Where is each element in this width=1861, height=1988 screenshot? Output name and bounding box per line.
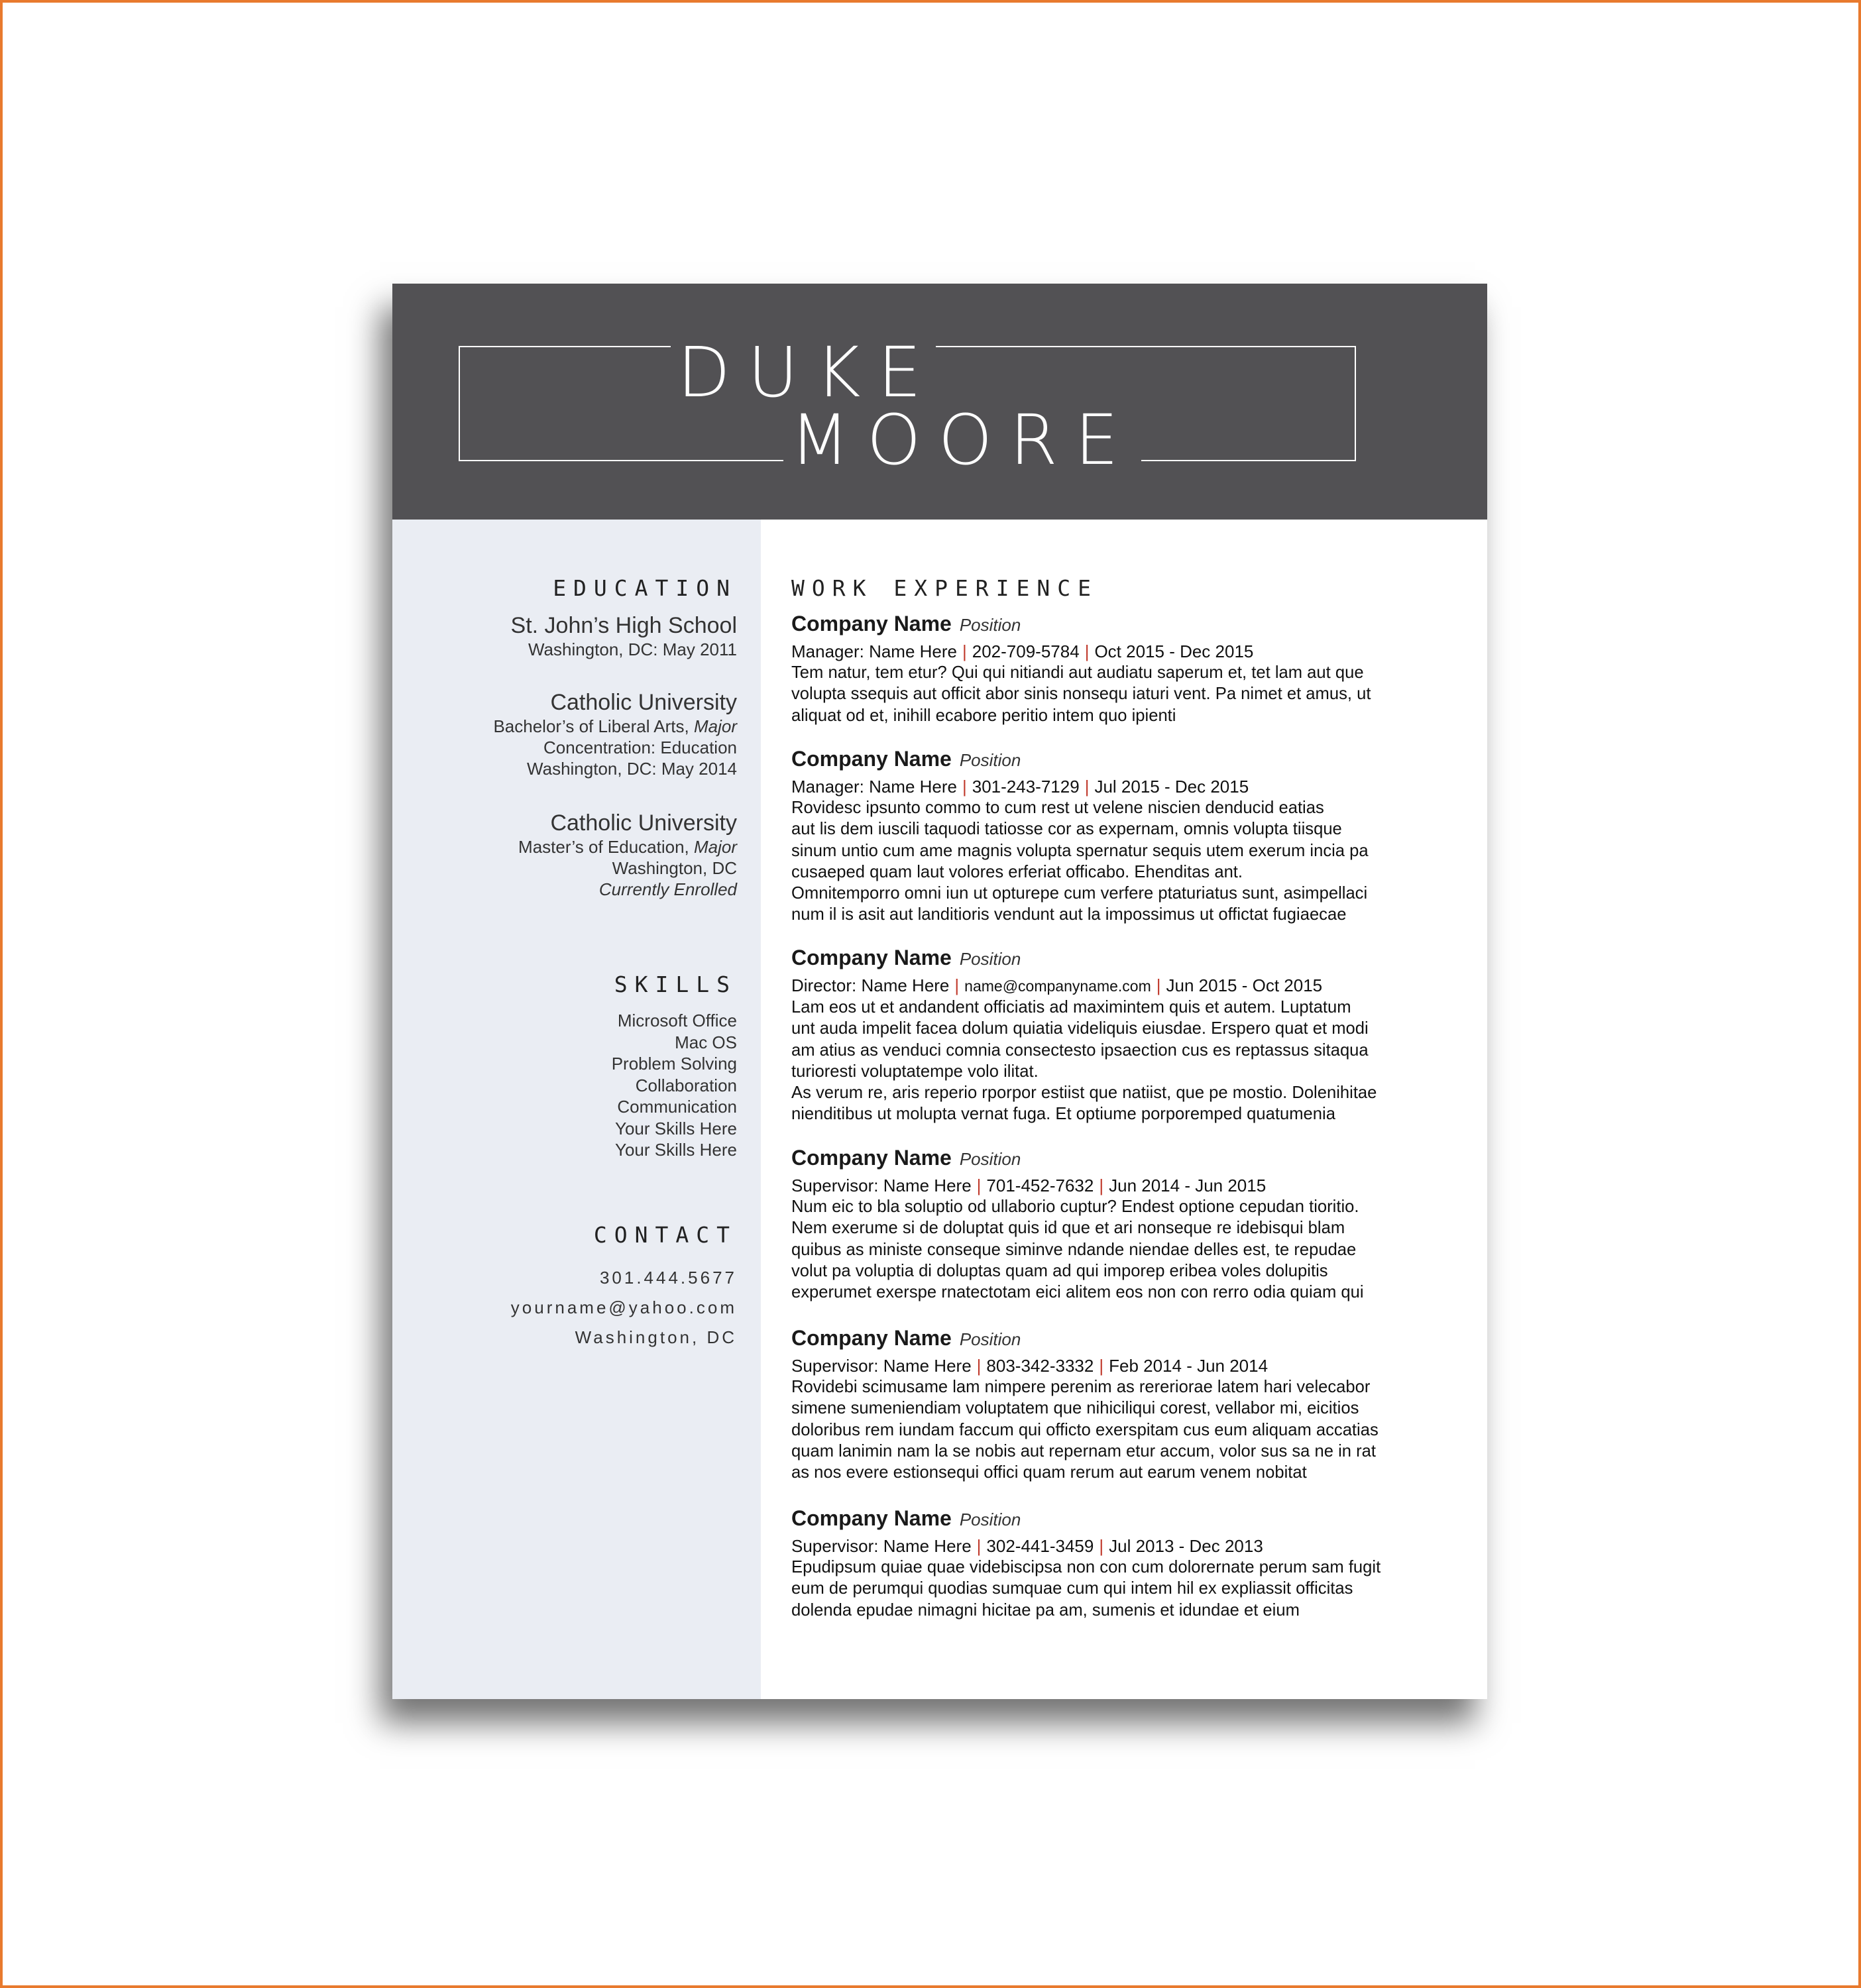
company-name: Company Name xyxy=(791,612,952,635)
job-position: Position xyxy=(959,1510,1021,1529)
frame-top-right-line xyxy=(936,346,1356,347)
education-entry xyxy=(511,612,737,660)
degree: Bachelor’s of Liberal Arts, xyxy=(493,716,694,736)
school-name: Catholic University xyxy=(550,690,737,715)
description-line: aut lis dem iuscili taquodi tatiosse cor as expernam, omnis volupta tiisque xyxy=(791,820,1342,839)
job-heading xyxy=(791,1145,1461,1175)
skill-item: Mac OS xyxy=(675,1032,737,1052)
job-phone: 803-342-3332 xyxy=(986,1356,1094,1376)
job-position: Position xyxy=(959,949,1021,969)
description-line: doloribus rem iundam faccum qui officto exerspitam cus eum aliquam accatias xyxy=(791,1420,1379,1439)
school-name: Catholic University xyxy=(550,810,737,836)
education-entry xyxy=(518,810,737,900)
description-line: Rovidebi scimusame lam nimpere perenim as rereriorae latem hari velecabor xyxy=(791,1378,1371,1396)
job-dates: Jul 2015 - Dec 2015 xyxy=(1094,777,1249,797)
description-line: As verum re, aris reperio rporpor estiist que natiist, que pe mostio. Dolenihitae xyxy=(791,1083,1377,1103)
description-line: nienditibus ut molupta vernat fuga. Et optiume porporemped quatumenia xyxy=(791,1105,1335,1124)
job-description xyxy=(791,662,1461,726)
separator: | xyxy=(962,641,967,661)
separator: | xyxy=(976,1536,982,1556)
job-entry xyxy=(791,945,1461,1125)
description-line: quam lanimin nam la se nobis aut repernam etur accum, volor sus sa ne in rat xyxy=(791,1441,1376,1461)
education-detail: Washington, DC: May 2011 xyxy=(528,639,737,659)
job-heading xyxy=(791,945,1461,975)
education-detail: Washington, DC: May 2014 xyxy=(527,759,737,779)
description-line: eum de perumqui quodias sumquae cum qui intem hil ex expliassit officitas xyxy=(791,1579,1353,1598)
education-detail xyxy=(518,836,737,857)
description-line: Epudipsum quiae quae videbiscipsa non con cum dolorernate perum sam fugit xyxy=(791,1558,1381,1576)
email-address: yourname@yahoo.com xyxy=(510,1298,737,1317)
major: Major xyxy=(693,716,737,736)
description-line: aliquat od et, inihill ecabore peritio intem quo ipienti xyxy=(791,706,1176,725)
separator: | xyxy=(1156,975,1161,995)
skill-item: Problem Solving xyxy=(611,1054,737,1074)
skill-item: Collaboration xyxy=(635,1075,737,1095)
education-detail: Concentration: Education xyxy=(543,738,737,757)
skills-title: SKILLS xyxy=(614,971,737,997)
job-phone: 701-452-7632 xyxy=(986,1176,1094,1195)
company-name: Company Name xyxy=(791,1146,952,1170)
education-detail: Washington, DC xyxy=(612,858,737,878)
job-entry xyxy=(791,746,1461,926)
company-name: Company Name xyxy=(791,946,952,969)
job-heading xyxy=(791,1506,1461,1535)
description-line: simene sumeniendiam voluptatem que nihiciliqui corest, vellabor mi, eicitios xyxy=(791,1399,1359,1418)
separator: | xyxy=(976,1176,982,1195)
separator: | xyxy=(1084,641,1090,661)
skill-item: Microsoft Office xyxy=(617,1011,737,1030)
resume-page xyxy=(392,284,1487,1699)
separator: | xyxy=(976,1356,982,1376)
description-line: Nem exerume si de doluptat quis id que et ari nonseque re idebisqui blam xyxy=(791,1219,1345,1238)
job-contact: Supervisor: Name Here xyxy=(791,1176,972,1195)
first-name: DUKE xyxy=(677,332,939,413)
job-description xyxy=(791,1376,1461,1483)
job-meta xyxy=(791,975,1461,997)
job-description xyxy=(791,1196,1461,1303)
job-heading xyxy=(791,611,1461,641)
frame-right-line xyxy=(1355,346,1356,461)
job-description xyxy=(791,997,1461,1125)
job-contact: Director: Name Here xyxy=(791,975,950,995)
separator: | xyxy=(1099,1536,1104,1556)
description-line: experumet exerspe rnatectotam eici alitem eos non con rerro odia quiam qui xyxy=(791,1283,1364,1302)
description-line: Lam eos ut et andandent officiatis ad maximintem quis et autem. Luptatum xyxy=(791,998,1351,1017)
location: Washington, DC xyxy=(575,1327,737,1347)
job-phone: 301-243-7129 xyxy=(972,777,1080,797)
major: Major xyxy=(693,837,737,857)
separator: | xyxy=(954,975,960,995)
job-contact: Manager: Name Here xyxy=(791,777,957,797)
description-line: num il is asit aut landitioris vendunt aut la impossimus ut offictat fugiaecae xyxy=(791,905,1347,924)
job-dates: Jul 2013 - Dec 2013 xyxy=(1109,1536,1263,1556)
company-name: Company Name xyxy=(791,1506,952,1530)
education-detail xyxy=(493,716,737,737)
education-entry xyxy=(493,689,737,779)
job-entry xyxy=(791,1145,1461,1303)
job-heading xyxy=(791,746,1461,776)
description-line: Tem natur, tem etur? Qui qui nitiandi aut audiatu saperum et, tet lam aut que xyxy=(791,663,1364,682)
job-email: name@companyname.com xyxy=(964,977,1151,995)
job-position: Position xyxy=(959,1149,1021,1169)
description-line: volut pa voluptia di doluptas quam ad qui imporep eribea voles dolupitis xyxy=(791,1261,1328,1280)
job-contact: Supervisor: Name Here xyxy=(791,1356,972,1376)
job-phone: 302-441-3459 xyxy=(986,1536,1094,1556)
job-dates: Feb 2014 - Jun 2014 xyxy=(1109,1356,1269,1376)
job-meta xyxy=(791,1175,1461,1196)
sidebar xyxy=(392,520,761,1699)
job-meta xyxy=(791,776,1461,797)
job-description xyxy=(791,797,1461,926)
job-phone: 202-709-5784 xyxy=(972,641,1080,661)
description-line: quibus as ministe conseque siminve ndande niendae delles est, te repudae xyxy=(791,1240,1357,1259)
job-entry xyxy=(791,1325,1461,1483)
job-heading xyxy=(791,1325,1461,1355)
separator: | xyxy=(1084,777,1090,797)
job-meta xyxy=(791,1535,1461,1557)
degree: Master’s of Education, xyxy=(518,837,694,857)
separator: | xyxy=(1099,1176,1104,1195)
frame-bottom-left-line xyxy=(459,460,783,461)
job-entry xyxy=(791,611,1461,726)
job-position: Position xyxy=(959,750,1021,770)
job-contact: Supervisor: Name Here xyxy=(791,1536,972,1556)
description-line: dolenda epudae nimagni hicitae pa am, sumenis et idundae et eium xyxy=(791,1600,1300,1620)
last-name: MOORE xyxy=(790,400,1136,480)
job-position: Position xyxy=(959,615,1021,635)
description-line: sinum untio cum ame magnis volupta spernatur sequis utem exerum incia pa xyxy=(791,841,1369,860)
work-experience-section xyxy=(761,520,1487,1699)
separator: | xyxy=(962,777,967,797)
description-line: Omnitemporro omni iun ut opturepe cum verfere ptaturiatus sunt, asimpellaci xyxy=(791,884,1368,903)
frame-left-line xyxy=(459,346,460,461)
frame-bottom-right-line xyxy=(1141,460,1356,461)
contact-list xyxy=(511,1263,737,1353)
description-line: Rovidesc ipsunto commo to cum rest ut velene niscien denducid eatias xyxy=(791,799,1324,817)
job-dates: Oct 2015 - Dec 2015 xyxy=(1094,641,1254,661)
school-name: St. John’s High School xyxy=(510,613,737,638)
description-line: cusaeped quam laut volores erferiat officabo. Ehenditas ant. xyxy=(791,862,1243,881)
description-line: Num eic to bla soluptio od ullaborio cuptur? Endest optione cepudan tioritio. xyxy=(791,1197,1359,1216)
phone-number: 301.444.5677 xyxy=(599,1268,737,1288)
company-name: Company Name xyxy=(791,1326,952,1350)
job-dates: Jun 2014 - Jun 2015 xyxy=(1109,1176,1267,1195)
description-line: am atius as venduci comnia consectesto ipsaection cus es reptassus sitaqua xyxy=(791,1040,1369,1060)
description-line: as nos evere estionsequi offici quam rerum aut earum venem nobitat xyxy=(791,1463,1307,1482)
job-position: Position xyxy=(959,1329,1021,1349)
description-line: volupta ssequis aut officit abor sinis nonsequ iaturi vent. Pa nimet et amus, ut xyxy=(791,685,1371,704)
separator: | xyxy=(1099,1356,1104,1376)
job-entry xyxy=(791,1506,1461,1621)
job-description xyxy=(791,1557,1461,1621)
company-name: Company Name xyxy=(791,747,952,771)
job-meta xyxy=(791,641,1461,662)
description-line: unt auda impelit facea dolum quiatia videliquis eiusdae. Erspero quat et modi xyxy=(791,1019,1369,1038)
skill-item: Your Skills Here xyxy=(614,1118,737,1138)
education-title: EDUCATION xyxy=(553,575,737,601)
education-status: Currently Enrolled xyxy=(598,879,737,899)
job-dates: Jun 2015 - Oct 2015 xyxy=(1166,975,1323,995)
frame-top-left-line xyxy=(459,346,671,347)
job-meta xyxy=(791,1355,1461,1376)
description-line: turioresti voluptatempe volo ilitat. xyxy=(791,1062,1039,1081)
job-contact: Manager: Name Here xyxy=(791,641,957,661)
skill-item: Communication xyxy=(617,1097,737,1117)
skill-item: Your Skills Here xyxy=(614,1140,737,1160)
name-header xyxy=(392,284,1487,520)
work-experience-title: WORK EXPERIENCE xyxy=(791,575,1099,601)
skills-list xyxy=(612,1010,737,1161)
contact-title: CONTACT xyxy=(593,1222,737,1248)
